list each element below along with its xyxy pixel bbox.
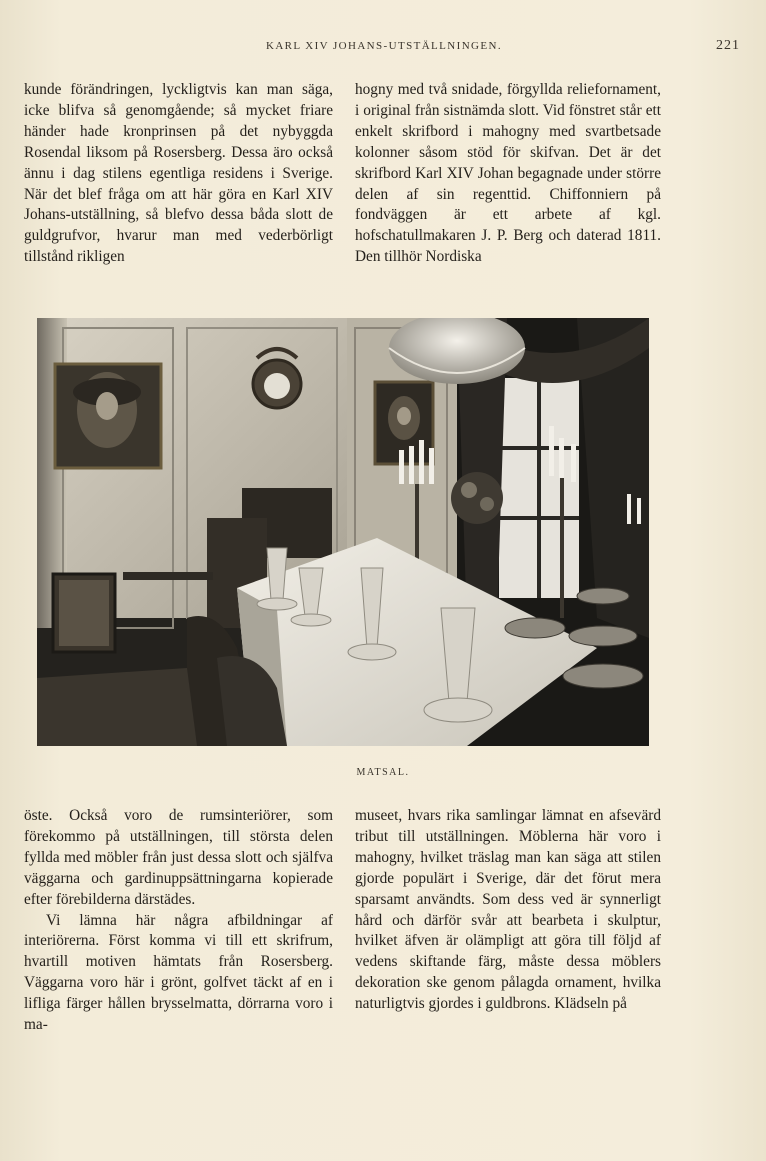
text-column-bottom-right: [355, 806, 661, 1015]
paragraph: hogny med två snidade, förgyllda reliefornament, i original från sistnämda slott. Vid fönstret står ett enkelt skrifbord i mahogny med svartbetsade kolonner såsom stöd för skifvan. Det är det skrifbord Karl XIV Johan begagnade under större delen af sin regenttid. Chiffonniern på fondväggen är ett arbete af kgl. hofschatullmakaren J. P. Berg och daterad 1811. Den tillhör Nordiska: [355, 81, 661, 266]
paragraph: Vi lämna här några afbildningar af interiörerna. Först komma vi till ett skrifrum, hvartill motiven hämtats från Rosersberg. Väggarna voro här i grönt, golfvet täckt af en i lifliga färger hållen brysselmatta, dörrarna voro i ma-: [24, 911, 333, 1034]
dining-room-photograph: [37, 318, 649, 746]
running-head: KARL XIV JOHANS-UTSTÄLLNINGEN.: [265, 40, 502, 52]
figure-caption: MATSAL.: [356, 767, 410, 778]
page-header: [24, 38, 744, 58]
paragraph: öste. Också voro de rumsinteriörer, som förekommo på utställningen, till största delen fyllda med möbler från just dessa slott och själfva väggarna och gardinuppsättningarna kopierade efter förebilderna därstädes.: [24, 807, 333, 908]
page-number: 221: [716, 38, 740, 53]
paragraph: kunde förändringen, lyckligtvis kan man säga, icke blifva så genomgående; så mycket friare händer hade kronprinsen på det nybyggda Rosendal liksom på Rosersberg. Dessa äro också ännu i dag stilens egentliga residens i Sverige. När det blef fråga om att här göra en Karl XIV Johans-utställning, så blefvo dessa båda slott de guldgrufvor, hvarur man med vederbörligt tillstånd rikligen: [24, 81, 333, 266]
paragraph: museet, hvars rika samlingar lämnat en afsevärd tribut till utställningen. Möblerna här voro i mahogny, hvilket träslag man kan säga att stilen gjorde populärt i Sverige, där det förut mera sparsamt användts. Som dess ved är synnerligt hård och därför svår att bearbeta i skulptur, hvilket äfven är olämpligt att göra till följd af vedens skiftande färg, måste dessa möblers dekoration ske genom pålagda ornament, hvilka naturligtvis gjordes i guldbrons. Klädseln på: [355, 807, 661, 1013]
text-column-top-left: [24, 80, 333, 268]
text-column-bottom-left: [24, 806, 333, 1036]
text-column-top-right: [355, 80, 661, 268]
